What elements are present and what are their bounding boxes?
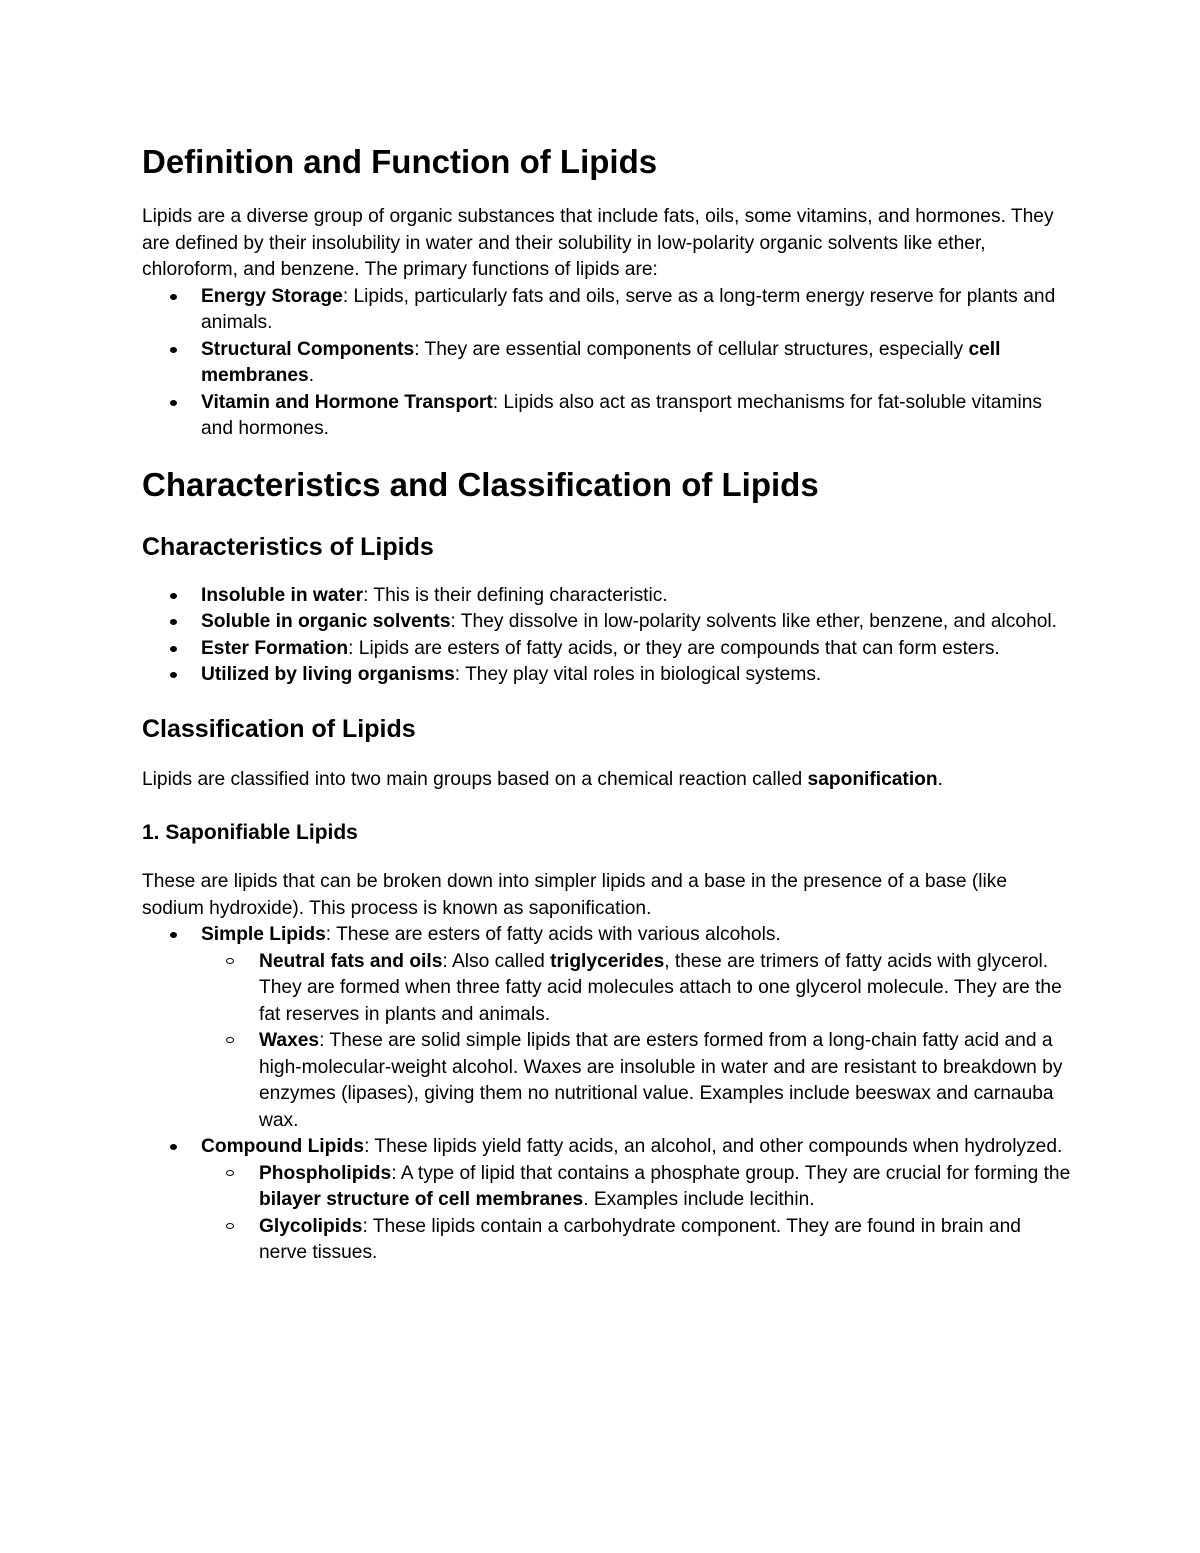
compound-lipids-sublist [201,1161,1072,1267]
heading-characteristics: Characteristics of Lipids [142,532,434,561]
list-item-transport: Vitamin and Hormone Transport: Lipids also act as transport mechanisms for fat-soluble vitamins and hormones. [142,390,1072,443]
list-item-simple-lipids: Simple Lipids: These are esters of fatty acids with various alcohols. Neutral fats and oils: Also called triglycerides, these are trimers of fatty acids with glycerol. They are formed when three fatty acid molecules attach to one glycerol molecule. They are the fat reserves in plants and animals. Waxes: These are solid simple lipids that are esters formed from a long-chain fatty acid and a high-molecular-weight alcohol. Waxes are insoluble in water and are resistant to breakdown by enzymes (lipases), giving them no nutritional value. Examples include beeswax and carnauba wax. [142,922,1072,1134]
saponifiable-list [142,922,1072,1267]
heading-saponifiable-lipids: 1. Saponifiable Lipids [142,821,358,844]
sublist-item-phospholipids: Phospholipids: A type of lipid that contains a phosphate group. They are crucial for forming the bilayer structure of cell membranes. Examples include lecithin. [201,1161,1072,1214]
sublist-item-neutral-fats: Neutral fats and oils: Also called triglycerides, these are trimers of fatty acids with glycerol. They are formed when three fatty acid molecules attach to one glycerol molecule. They are the fat reserves in plants and animals. [201,949,1072,1029]
heading-definition-function: Definition and Function of Lipids [142,143,658,180]
list-item-compound-lipids: Compound Lipids: These lipids yield fatty acids, an alcohol, and other compounds when hydrolyzed. Phospholipids: A type of lipid that contains a phosphate group. They are crucial for forming the bilayer structure of cell membranes. Examples include lecithin. Glycolipids: These lipids contain a carbohydrate component. They are found in brain and nerve tissues. [142,1134,1072,1267]
heading-characteristics-classification: Characteristics and Classification of Lipids [142,465,819,503]
document-page [142,140,1072,1267]
intro-paragraph: Lipids are a diverse group of organic substances that include fats, oils, some vitamins, and hormones. They are defined by their insolubility in water and their solubility in low-polarity organic solvents like ether, chloroform, and benzene. The primary functions of lipids are: [142,206,1054,280]
characteristics-list [142,583,1072,689]
list-item-energy-storage: Energy Storage: Lipids, particularly fats and oils, serve as a long-term energy reserve for plants and animals. [142,284,1072,337]
sublist-item-waxes: Waxes: These are solid simple lipids that are esters formed from a long-chain fatty acid and a high-molecular-weight alcohol. Waxes are insoluble in water and are resistant to breakdown by enzymes (lipases), giving them no nutritional value. Examples include beeswax and carnauba wax. [201,1028,1072,1134]
simple-lipids-sublist [201,949,1072,1135]
saponifiable-intro: These are lipids that can be broken down into simpler lipids and a base in the presence of a base (like sodium hydroxide). This process is known as saponification. [142,871,1008,919]
functions-list [142,284,1072,443]
list-item-insoluble: Insoluble in water: This is their defining characteristic. [142,583,1072,610]
list-item-structural-components: Structural Components: They are essential components of cellular structures, especially cell membranes. [142,337,1072,390]
list-item-utilized: Utilized by living organisms: They play vital roles in biological systems. [142,662,1072,689]
sublist-item-glycolipids: Glycolipids: These lipids contain a carbohydrate component. They are found in brain and nerve tissues. [201,1214,1072,1267]
list-item-soluble: Soluble in organic solvents: They dissolve in low-polarity solvents like ether, benzene, and alcohol. [142,609,1072,636]
list-item-ester-formation: Ester Formation: Lipids are esters of fatty acids, or they are compounds that can form esters. [142,636,1072,663]
heading-classification: Classification of Lipids [142,714,416,743]
classification-intro: Lipids are classified into two main groups based on a chemical reaction called saponification. [142,768,943,790]
